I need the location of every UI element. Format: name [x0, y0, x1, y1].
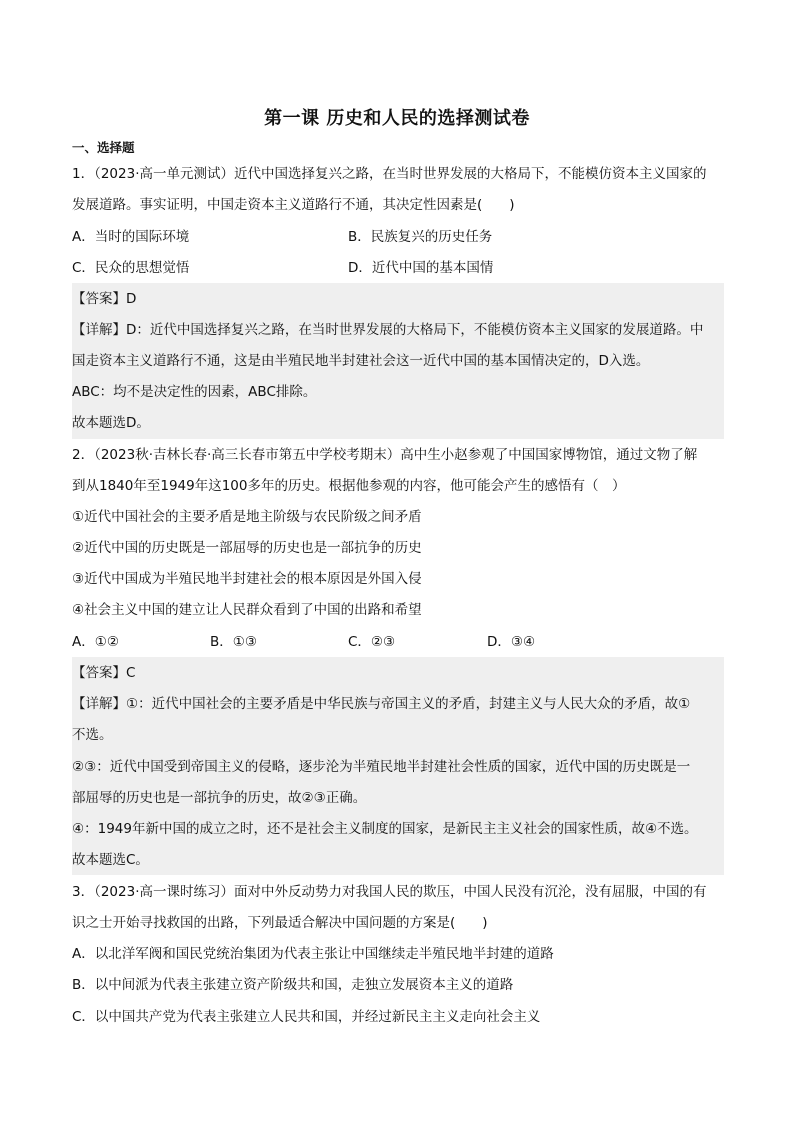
q3-option-a: A．以北洋军阀和国民党统治集团为代表主张让中国继续走半殖民地半封建的道路 — [72, 946, 554, 962]
q2-detail-line-1: 【详解】①：近代中国社会的主要矛盾是中华民族与帝国主义的矛盾，封建主义与人民大众的矛盾，故① — [72, 696, 691, 712]
q2-detail-line-3: ②③：近代中国受到帝国主义的侵略，逐步沦为半殖民地半封建社会性质的国家，近代中国的历史既是一 — [72, 759, 691, 775]
q2-stem-line-1: 2．（2023秋·吉林长春·高三长春市第五中学校考期末）高中生小赵参观了中国国家博物馆，通过文物了解 — [72, 447, 698, 463]
q1-stem-line-1: 1．（2023·高一单元测试）近代中国选择复兴之路，在当时世界发展的大格局下，不能模仿资本主义国家的 — [72, 166, 707, 182]
q1-option-a: A．当时的国际环境 — [72, 229, 190, 245]
q2-detail-line-6: 故本题选C。 — [72, 852, 149, 868]
q3-stem-line-2: 识之士开始寻找救国的出路，下列最适合解决中国问题的方案是( ) — [72, 915, 488, 931]
q2-statement-1: ①近代中国社会的主要矛盾是地主阶级与农民阶级之间矛盾 — [72, 509, 422, 525]
q2-option-a: A．①② — [72, 634, 119, 650]
q1-detail-line-1: 【详解】D：近代中国选择复兴之路，在当时世界发展的大格局下，不能模仿资本主义国家的发展道路。中 — [72, 322, 704, 338]
q1-answer: 【答案】D — [72, 291, 137, 307]
q2-answer: 【答案】C — [72, 665, 136, 681]
q1-option-b: B．民族复兴的历史任务 — [348, 229, 493, 245]
q1-detail-line-2: 国走资本主义道路行不通，这是由半殖民地半封建社会这一近代中国的基本国情决定的，D入选。 — [72, 353, 650, 369]
q1-option-c: C．民众的思想觉悟 — [72, 260, 190, 276]
q3-option-c: C．以中国共产党为代表主张建立人民共和国，并经过新民主主义走向社会主义 — [72, 1009, 541, 1025]
q1-stem-line-2: 发展道路。事实证明，中国走资本主义道路行不通，其决定性因素是( ) — [72, 197, 515, 213]
q2-option-d: D．③④ — [487, 634, 536, 650]
page-title: 第一课 历史和人民的选择测试卷 — [264, 108, 530, 129]
section-heading: 一、选择题 — [72, 140, 135, 155]
q2-option-c: C．②③ — [348, 634, 396, 650]
q2-statement-4: ④社会主义中国的建立让人民群众看到了中国的出路和希望 — [72, 602, 422, 618]
q2-option-b: B．①③ — [210, 634, 257, 650]
q1-detail-line-3: ABC：均不是决定性的因素，ABC排除。 — [72, 384, 317, 400]
q1-option-d: D．近代中国的基本国情 — [348, 260, 494, 276]
q2-statement-2: ②近代中国的历史既是一部屈辱的历史也是一部抗争的历史 — [72, 540, 422, 556]
q2-stem-line-2: 到从1840年至1949年这100多年的历史。根据他参观的内容，他可能会产生的感悟有（ ） — [72, 478, 626, 494]
q2-statement-3: ③近代中国成为半殖民地半封建社会的根本原因是外国入侵 — [72, 571, 422, 587]
q2-detail-line-2: 不选。 — [72, 727, 113, 743]
q3-option-b: B．以中间派为代表主张建立资产阶级共和国，走独立发展资本主义的道路 — [72, 977, 514, 993]
q3-stem-line-1: 3．（2023·高一课时练习）面对中外反动势力对我国人民的欺压，中国人民没有沉沦，没有屈服，中国的有 — [72, 884, 707, 900]
q2-detail-line-5: ④：1949年新中国的成立之时，还不是社会主义制度的国家，是新民主主义社会的国家性质，故④不选。 — [72, 821, 698, 837]
q1-detail-line-4: 故本题选D。 — [72, 415, 150, 431]
q2-detail-line-4: 部屈辱的历史也是一部抗争的历史，故②③正确。 — [72, 790, 367, 806]
